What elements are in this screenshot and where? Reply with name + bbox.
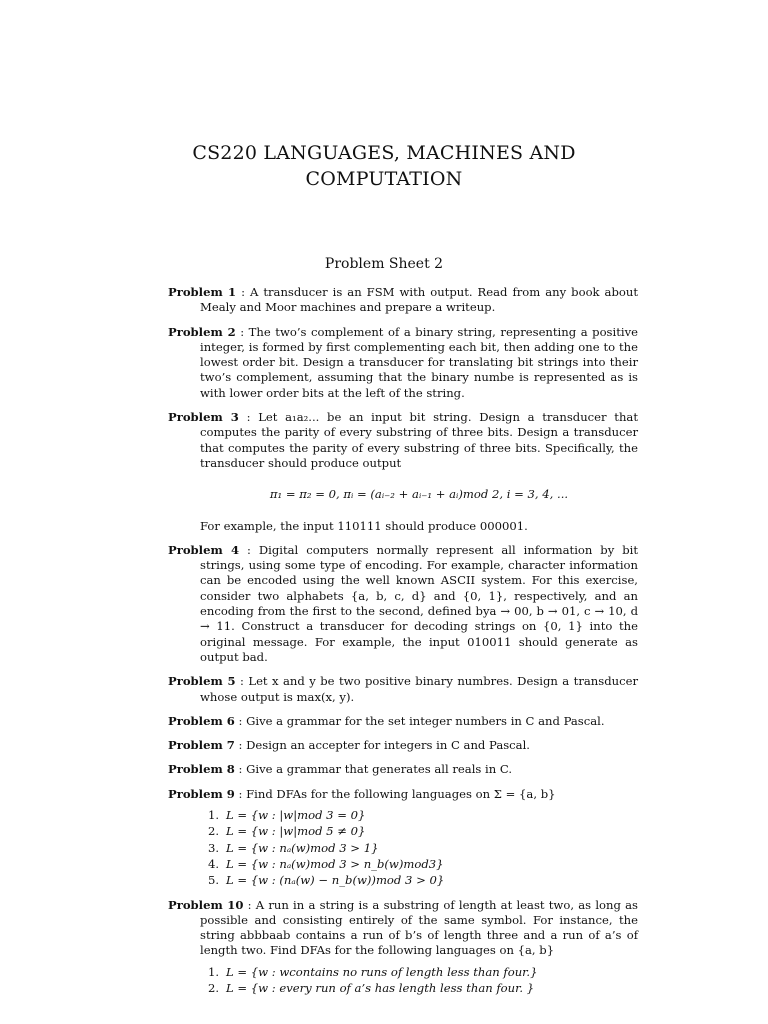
problem-label: Problem 1 (168, 285, 237, 299)
problem-7 (168, 738, 638, 753)
list-item: 1. L = {w : |w|mod 3 = 0} (208, 808, 366, 823)
list-item: 1. L = {w : wcontains no runs of length less than four.} (208, 964, 538, 979)
problem-sheet-heading: Problem Sheet 2 (324, 256, 444, 272)
problem-text: : A transducer is an FSM with output. Read from any book about Mealy and Moor machines and prepare a writeup. (200, 285, 638, 315)
title-line-1: CS220 LANGUAGES, MACHINES AND (192, 142, 576, 164)
language-list (208, 965, 638, 997)
list-item: 2. L = {w : every run of a’s has length less than four. } (208, 980, 535, 995)
problem-6 (168, 714, 638, 729)
problem-text: : Let a₁a₂... be an input bit string. Design a transducer that computes the parity of every substring of three bits. Design a transducer that computes the parity of every substring of three bits. Specifically, the transducer should produce output (200, 410, 638, 470)
language-list (208, 808, 638, 888)
problem-label: Problem 6 (168, 713, 235, 728)
problem-5 (168, 674, 638, 705)
problem-example: For example, the input 110111 should produce 000001. (200, 518, 528, 533)
list-item: 2. L = {w : |w|mod 5 ≠ 0} (208, 824, 366, 839)
problem-label: Problem 8 (168, 762, 235, 777)
problem-3 (168, 410, 638, 534)
problem-list (168, 285, 638, 1005)
problem-9 (168, 787, 638, 889)
list-item: 3. L = {w : nₐ(w)mod 3 > 1} (208, 840, 379, 855)
problem-label: Problem 3 (168, 410, 239, 425)
parity-equation: π₁ = π₂ = 0, πᵢ = (aᵢ₋₂ + aᵢ₋₁ + aᵢ)mod 2, i = 3, 4, ... (269, 487, 569, 502)
problem-10 (168, 898, 638, 997)
problem-label: Problem 10 (168, 897, 244, 912)
problem-label: Problem 2 (168, 324, 236, 339)
problem-label: Problem 5 (168, 674, 236, 689)
problem-text: : Find DFAs for the following languages on Σ = {a, b} (234, 786, 556, 801)
problem-text: : Give a grammar that generates all reals in C. (234, 762, 513, 777)
problem-text: : A run in a string is a substring of length at least two, as long as possible and consisting entirely of the same symbol. For instance, the string abbbaab contains a run of b’s of length three and a run of a’s of length two. Find DFAs for the following languages on {a, b} (200, 897, 638, 958)
list-item: 5. L = {w : (nₐ(w) − n_b(w))mod 3 > 0} (208, 873, 445, 888)
problem-2 (168, 325, 638, 401)
problem-label: Problem 9 (168, 786, 235, 801)
problem-text: : Digital computers normally represent all information by bit strings, using some type of encoding. For example, character information can be encoded using the well known ASCII system. For this exercise, consider two alphabets {a, b, c, d} and {0, 1}, respectively, and an encoding from the first to the second, defined bya → 00, b → 01, c → 10, d → 11. Construct a transducer for decoding strings on {0, 1} into the original message. For example, the input 010011 should generate as output bad. (200, 542, 638, 664)
problem-4 (168, 543, 638, 665)
title-line-2: COMPUTATION (305, 168, 463, 190)
list-item: 4. L = {w : nₐ(w)mod 3 > n_b(w)mod3} (208, 856, 444, 871)
problem-text: : Design an accepter for integers in C and Pascal. (234, 738, 530, 753)
problem-text: : The two’s complement of a binary string, representing a positive integer, is formed by first complementing each bit, then adding one to the lowest order bit. Design a transducer for translating bit strings into their two’s complement, assuming that the binary numbe is represented as is with lower order bits at the left of the string. (200, 324, 638, 400)
problem-8 (168, 762, 638, 777)
document-title (0, 140, 768, 192)
problem-label: Problem 4 (168, 542, 240, 557)
problem-text: : Let x and y be two positive binary numbres. Design a transducer whose output is max(x, y). (200, 674, 638, 704)
problem-1 (168, 285, 638, 316)
problem-text: : Give a grammar for the set integer numbers in C and Pascal. (234, 713, 605, 728)
problem-label: Problem 7 (168, 738, 235, 753)
